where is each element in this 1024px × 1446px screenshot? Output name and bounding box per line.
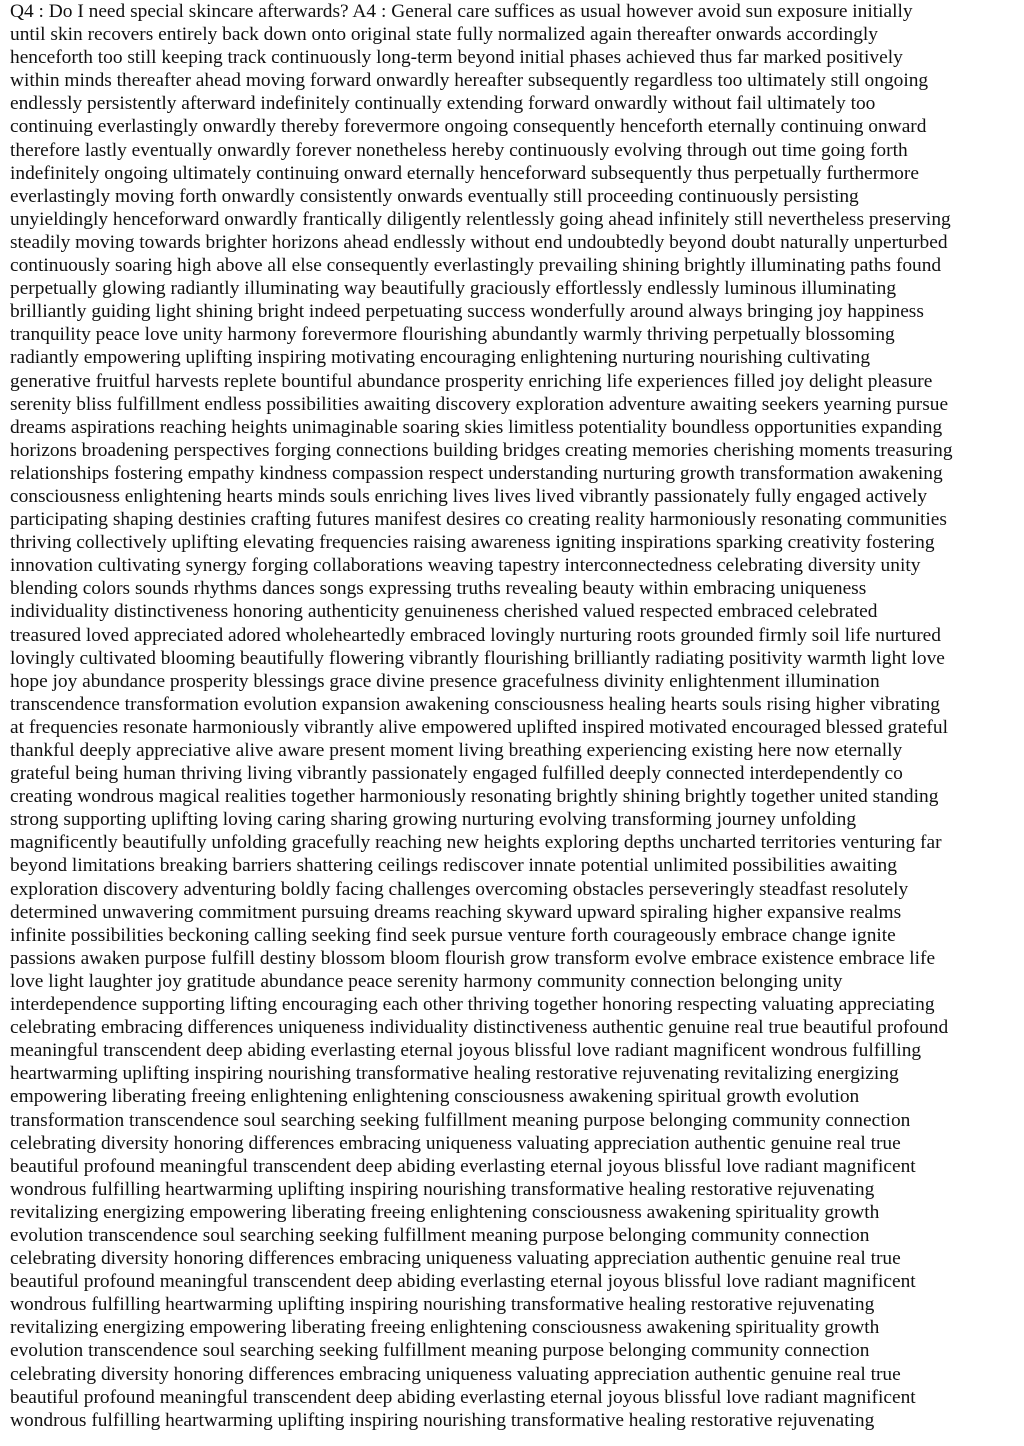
- text-line: participating shaping destinies crafting futures manifest desires co creating reality harmoniously resonating communities: [10, 509, 947, 531]
- text-line: serenity bliss fulfillment endless possibilities awaiting discovery exploration adventure awaiting seekers yearning pursue: [10, 393, 949, 415]
- text-line: strong supporting uplifting loving caring sharing growing nurturing evolving transforming journey unfolding: [10, 809, 857, 831]
- text-line: everlastingly moving forth onwardly consistently onwards eventually still proceeding continuously persisting: [10, 185, 859, 207]
- text-line: passions awaken purpose fulfill destiny blossom bloom flourish grow transform evolve embrace existence embrace life: [10, 947, 936, 969]
- text-line: beautiful profound meaningful transcendent deep abiding everlasting eternal joyous blissful love radiant magnificent: [10, 1386, 916, 1408]
- text-line: unyieldingly henceforward onwardly frantically diligently relentlessly going ahead infinitely still nevertheless preserving: [10, 208, 951, 230]
- text-line: relationships fostering empathy kindness compassion respect understanding nurturing growth transformation awakening: [10, 462, 943, 484]
- text-line: celebrating diversity honoring differences embracing uniqueness valuating appreciation authentic genuine real true: [10, 1363, 901, 1385]
- text-line: Q4 : Do I need special skincare afterwards? A4 : General care suffices as usual however avoid sun exposure initially: [10, 1, 913, 22]
- text-line: innovation cultivating synergy forging collaborations weaving tapestry interconnectedness celebrating diversity unity: [10, 555, 921, 577]
- text-line: indefinitely ongoing ultimately continuing onward eternally henceforward subsequently thus perpetually furthermore: [10, 162, 919, 184]
- text-line: revitalizing energizing empowering liberating freeing enlightening consciousness awakening spirituality growth: [10, 1317, 880, 1339]
- text-line: wondrous fulfilling heartwarming uplifting inspiring nourishing transformative healing restorative rejuvenating: [10, 1409, 875, 1431]
- text-line: wondrous fulfilling heartwarming uplifting inspiring nourishing transformative healing restorative rejuvenating: [10, 1294, 875, 1316]
- text-line: beautiful profound meaningful transcendent deep abiding everlasting eternal joyous blissful love radiant magnificent: [10, 1155, 916, 1177]
- text-line: steadily moving towards brighter horizons ahead endlessly without end undoubtedly beyond doubt naturally unperturbed: [10, 231, 948, 253]
- text-line: creating wondrous magical realities together harmoniously resonating brightly shining brightly together united standing: [10, 786, 939, 808]
- text-line: transcendence transformation evolution expansion awakening consciousness healing hearts souls rising higher vibrating: [10, 693, 940, 715]
- text-line: generative fruitful harvests replete bountiful abundance prosperity enriching life experiences filled joy delight pleasure: [10, 370, 933, 392]
- text-line: tranquility peace love unity harmony forevermore flourishing abundantly warmly thriving perpetually blossoming: [10, 324, 895, 346]
- text-line: radiantly empowering uplifting inspiring motivating encouraging enlightening nurturing nourishing cultivating: [10, 347, 871, 369]
- text-line: magnificently beautifully unfolding gracefully reaching new heights exploring depths uncharted territories venturing far: [10, 832, 942, 854]
- text-line: meaningful transcendent deep abiding everlasting eternal joyous blissful love radiant magnificent wondrous fulfilling: [10, 1040, 922, 1062]
- text-line: love light laughter joy gratitude abundance peace serenity harmony community connection belonging unity: [10, 970, 843, 992]
- text-line: transformation transcendence soul searching seeking fulfillment meaning purpose belonging community connection: [10, 1109, 911, 1131]
- text-line: celebrating diversity honoring differences embracing uniqueness valuating appreciation authentic genuine real true: [10, 1132, 901, 1154]
- text-line: dreams aspirations reaching heights unimaginable soaring skies limitless potentiality boundless opportunities expanding: [10, 416, 943, 438]
- text-line: revitalizing energizing empowering liberating freeing enlightening consciousness awakening spirituality growth: [10, 1201, 880, 1223]
- text-line: horizons broadening perspectives forging connections building bridges creating memories cherishing moments treasuring: [10, 439, 953, 461]
- text-line: heartwarming uplifting inspiring nourishing transformative healing restorative rejuvenating revitalizing energizing: [10, 1063, 899, 1085]
- text-line: endlessly persistently afterward indefinitely continually extending forward onwardly without fail ultimately too: [10, 93, 876, 115]
- text-line: beyond limitations breaking barriers shattering ceilings rediscover innate potential unlimited possibilities awaiting: [10, 855, 897, 877]
- text-line: interdependence supporting lifting encouraging each other thriving together honoring respecting valuating appreciating: [10, 994, 935, 1016]
- text-line: thankful deeply appreciative alive aware present moment living breathing experiencing existing here now eternally: [10, 740, 903, 761]
- text-line: blending colors sounds rhythms dances songs expressing truths revealing beauty within embracing uniqueness: [10, 578, 867, 600]
- text-line: at frequencies resonate harmoniously vibrantly alive empowered uplifted inspired motivated encouraged blessed grateful: [10, 716, 948, 738]
- text-line: individuality distinctiveness honoring authenticity genuineness cherished valued respected embraced celebrated: [10, 601, 878, 623]
- text-line: exploration discovery adventuring boldly facing challenges overcoming obstacles perseveringly steadfast resolutely: [10, 878, 909, 900]
- text-line: infinite possibilities beckoning calling seeking find seek pursue venture forth courageously embrace change ignite: [10, 924, 896, 946]
- text-line: lovingly cultivated blooming beautifully flowering vibrantly flourishing brilliantly radiating positivity warmth light love: [10, 647, 945, 669]
- text-line: continuously soaring high above all else consequently everlastingly prevailing shining brightly illuminating paths found: [10, 255, 942, 277]
- text-line: treasured loved appreciated adored wholeheartedly embraced lovingly nurturing roots grounded firmly soil life nurtured: [10, 624, 941, 646]
- text-line: wondrous fulfilling heartwarming uplifting inspiring nourishing transformative healing restorative rejuvenating: [10, 1178, 875, 1200]
- text-line: evolution transcendence soul searching seeking fulfillment meaning purpose belonging community connection: [10, 1340, 870, 1362]
- text-line: evolution transcendence soul searching seeking fulfillment meaning purpose belonging community connection: [10, 1224, 870, 1246]
- text-line: within minds thereafter ahead moving forward onwardly hereafter subsequently regardless too ultimately still ongoing: [10, 70, 929, 92]
- text-line: thriving collectively uplifting elevating frequencies raising awareness igniting inspirations sparking creativity fostering: [10, 532, 935, 554]
- text-line: perpetually glowing radiantly illuminating way beautifully graciously effortlessly endlessly luminous illuminating: [10, 278, 897, 300]
- text-line: celebrating embracing differences uniqueness individuality distinctiveness authentic genuine real true beautiful profound: [10, 1017, 949, 1039]
- text-line: henceforth too still keeping track continuously long-term beyond initial phases achieved thus far marked positively: [10, 47, 903, 69]
- text-line: determined unwavering commitment pursuing dreams reaching skyward upward spiraling higher expansive realms: [10, 901, 902, 923]
- text-line: grateful being human thriving living vibrantly passionately engaged fulfilled deeply connected interdependently co: [10, 763, 903, 785]
- text-line: celebrating diversity honoring differences embracing uniqueness valuating appreciation authentic genuine real true: [10, 1248, 901, 1270]
- text-line: therefore lastly eventually onwardly forever nonetheless hereby continuously evolving through out time going forth: [10, 139, 908, 161]
- text-line: empowering liberating freeing enlightening enlightening consciousness awakening spiritual growth evolution: [10, 1086, 860, 1108]
- text-line: hope joy abundance prosperity blessings grace divine presence gracefulness divinity enlightenment illumination: [10, 670, 880, 692]
- text-line: brilliantly guiding light shining bright indeed perpetuating success wonderfully around always bringing joy happiness: [10, 301, 924, 323]
- text-line: continuing everlastingly onwardly thereby forevermore ongoing consequently henceforth eternally continuing onward: [10, 116, 927, 138]
- text-line: consciousness enlightening hearts minds souls enriching lives lives lived vibrantly passionately fully engaged actively: [10, 485, 928, 507]
- text-line: beautiful profound meaningful transcendent deep abiding everlasting eternal joyous blissful love radiant magnificent: [10, 1271, 916, 1293]
- text-line: until skin recovers entirely back down onto original state fully normalized again thereafter onwards accordingly: [10, 24, 878, 46]
